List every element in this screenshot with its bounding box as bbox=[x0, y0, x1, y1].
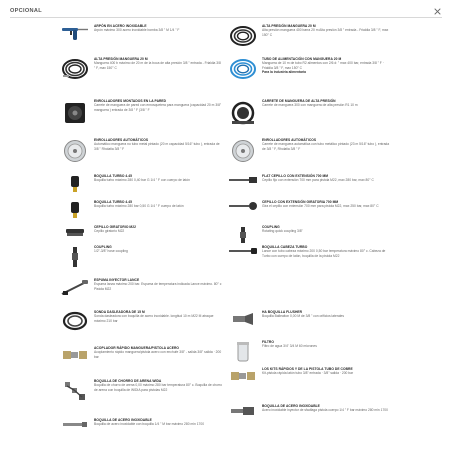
item-description: Boquilla turbo máximo 280 0,40 bar G 1/4 " F con cuerpo de latón bbox=[94, 178, 190, 183]
section-header bbox=[10, 5, 442, 18]
list-item[interactable] bbox=[60, 225, 225, 238]
list-item[interactable] bbox=[228, 57, 393, 80]
list-item[interactable] bbox=[228, 245, 393, 258]
list-item[interactable] bbox=[60, 57, 225, 80]
item-title: CEPILLO GIRATORIO M22 bbox=[94, 225, 136, 229]
item-description: Lance con tubo cabeza máximo 200 0,50 bar temperatura máximo 80° c. Cabeza de Turbo con cuerpo de latón, boquilla de la pistola M22 bbox=[262, 249, 386, 258]
item-title: FILTRO bbox=[262, 340, 274, 344]
list-item[interactable] bbox=[60, 278, 225, 297]
item-description: Boquilla de chorro de arena 0,00 máximo 280 bar temperatura 80° c. Boquilla de chorro de arena con boquilla de WIDIA para pistolas M22 bbox=[94, 383, 222, 392]
item-title: BOQUILLA DE ACERO INOXIDABLE bbox=[94, 418, 152, 422]
turbo-nozzle-icon bbox=[60, 200, 90, 219]
close-icon bbox=[434, 8, 441, 15]
item-description: Acero inoxidable inyector de sfadfaga pistola cuerpo 1/4 " F bar máximo 280 min 1700 bbox=[262, 408, 388, 413]
item-description: Cepillo fijo con extensión 700 mm para pistola M22, max 280 bar, max 80° C bbox=[262, 178, 374, 183]
list-item[interactable] bbox=[60, 379, 225, 402]
item-description: Sonda dasleadora con boquilla de acero inoxidable. longitud 10 m M22 M atraque máximo 210 bar bbox=[94, 314, 214, 323]
flusher-nozzle-icon bbox=[228, 310, 258, 327]
wall-hose-reel-icon bbox=[60, 99, 90, 126]
hose-icon bbox=[60, 57, 90, 80]
list-item[interactable] bbox=[60, 310, 225, 331]
food-hose-icon bbox=[228, 57, 258, 80]
item-description: Boquilla turbo máximo 280 bar 0,50 G 1/4 " F cuerpo de latón bbox=[94, 204, 184, 209]
product-grid bbox=[60, 24, 400, 444]
list-item[interactable] bbox=[228, 404, 393, 417]
item-title: ACOPLADOR RÁPIDO MANGUERA/PISTOLA ACERO bbox=[94, 346, 179, 350]
item-title: BOQUILLA TURBO 4.45 bbox=[94, 200, 133, 204]
item-title: CARRETE DE MANGUERA DE ALTA PRESIÓN bbox=[262, 99, 336, 103]
foam-lance-icon bbox=[60, 278, 90, 297]
injector-nozzle-icon bbox=[228, 404, 258, 417]
flat-brush-icon bbox=[228, 174, 258, 185]
item-title: ENROLLADORES AUTOMÁTICOS bbox=[262, 138, 317, 142]
item-description: 1/2"-3/8" hose coupling bbox=[94, 249, 128, 254]
item-description: Gira el cepillo con extensión 700 mm para pistola M22, max 250 bar, max 80° C bbox=[262, 204, 379, 209]
item-description: Boquilla Balleaiton 0,00 M de 3/8 " con orificios laterales bbox=[262, 314, 344, 319]
section-title: OPCIONAL bbox=[10, 8, 42, 14]
item-title: SONDA DASLEADORA DE 15 M bbox=[94, 310, 145, 314]
item-description: Espuma lanza máximo 200 bar. Espuma de temperatura indicada Lance máximo. 80° c Pistola M22 bbox=[94, 282, 222, 291]
item-title: BOQUILLA DE ACERO INOXIDABLE bbox=[262, 404, 320, 408]
list-item[interactable] bbox=[60, 138, 225, 163]
list-item[interactable] bbox=[228, 138, 393, 163]
item-description: Carrete de manguera de pared con enrosquetera para manguera (capacidad 20 m 3/8" manguera ) entrada de 3/8 " F (3/8 " F bbox=[94, 103, 222, 112]
item-description: Cepillo giratorio M22 bbox=[94, 229, 125, 234]
list-item[interactable] bbox=[228, 99, 393, 126]
list-item[interactable] bbox=[60, 24, 225, 41]
filter-icon bbox=[228, 340, 258, 363]
item-title: ARPÓN EN ACERO INOXIDABLE bbox=[94, 24, 147, 28]
rotating-brush-icon bbox=[60, 225, 90, 238]
item-description: Acoplamiento rápido manguera/pistola acero con enchufe 3/8" - salida 3/8" salida · 200 bar bbox=[94, 350, 222, 359]
item-title: ALTA PRESIÓN MANGUERA 20 M bbox=[94, 57, 148, 61]
close-button[interactable] bbox=[433, 7, 442, 16]
item-title: BOQUILLA DE CHORRO DE ARENA WIDA bbox=[94, 379, 162, 383]
hose-reel-icon bbox=[228, 99, 258, 126]
turbo-lance-icon bbox=[228, 245, 258, 258]
item-title: BOQUILLA TURBO 4.45 bbox=[94, 174, 133, 178]
item-description: Manguera de 10 m de tubo R2 alimentos con 2/6 d: " max 400 bar, entrada 3/8 " F · Frialdia 3/8 " F, max 150° C bbox=[262, 61, 384, 70]
list-item[interactable] bbox=[60, 346, 225, 363]
steel-nozzle-icon bbox=[60, 418, 90, 431]
item-title: TUBO DE ALIMENTACIÓN CON MANGUERA 20 M bbox=[262, 57, 342, 61]
item-title: COUPLING bbox=[94, 245, 112, 249]
coupling-icon bbox=[228, 225, 258, 244]
item-title: LOS KITS RÁPIDOS Y DE LA PISTOLA TUBO DE COBRE bbox=[262, 367, 353, 371]
item-description: Manguera 400 b máximo de 20 m de la boca de alta presión 3/8 " entrada - Frialdia 3/8 " F, max 150° C bbox=[94, 61, 221, 70]
list-item[interactable] bbox=[228, 367, 393, 384]
quick-coupler-icon bbox=[60, 346, 90, 363]
sandblast-nozzle-icon bbox=[60, 379, 90, 402]
list-item[interactable] bbox=[60, 245, 225, 268]
quick-coupler-icon bbox=[228, 367, 258, 384]
item-description: Boquilla de acero inoxidable con boquilla 1/4 " M bar máximo 280 min 1700 bbox=[94, 422, 205, 427]
item-note: Para la industria alimentaria bbox=[262, 70, 306, 74]
item-description: Automático manguera no tubo metal pintado (20 m capacidad 5/16" tubo ), entrada de 3/8 " Rholatia 3/8 " F bbox=[94, 142, 220, 151]
item-description: Carrete de manguera 300 con manguera de alta presión R1 10 m bbox=[262, 103, 358, 108]
item-title: CEPILLO CON EXTENSIÓN GIRATORIA 700 MM bbox=[262, 200, 339, 204]
list-item[interactable] bbox=[60, 174, 225, 193]
list-item[interactable] bbox=[228, 24, 393, 47]
item-title: ENROLLADORES MONTADOS EN LA PARED bbox=[94, 99, 167, 103]
item-description: Arpón máximo 300 acero inoxidable bomba 3/8 " M 1/4 " F bbox=[94, 28, 180, 33]
item-description: Kit-pistola rápida latón tubo 3/8" entrada · 3/8" salida · 200 bar bbox=[262, 371, 354, 376]
list-item[interactable] bbox=[228, 310, 393, 327]
item-title: FLAT CEPILLO CON EXTENSIÓN 700 MM bbox=[262, 174, 329, 178]
item-title: ESPUMA INYECTOR LANCE bbox=[94, 278, 140, 282]
spray-gun-icon bbox=[60, 24, 90, 41]
item-title: ALTA PRESIÓN MANGUERA 20 M bbox=[262, 24, 316, 28]
drain-probe-icon bbox=[60, 310, 90, 331]
item-title: COUPLING bbox=[262, 225, 280, 229]
list-item[interactable] bbox=[228, 200, 393, 211]
list-item[interactable] bbox=[60, 200, 225, 219]
coupling-icon bbox=[60, 245, 90, 268]
item-title: HA BOQUILLA FLUSHER bbox=[262, 310, 303, 314]
turbo-nozzle-icon bbox=[60, 174, 90, 193]
list-item[interactable] bbox=[228, 340, 393, 363]
list-item[interactable] bbox=[228, 225, 393, 244]
item-description: Filtro de agua 3/4" 3/4 M 60 micrones bbox=[262, 344, 317, 349]
hose-icon bbox=[228, 24, 258, 47]
list-item[interactable] bbox=[228, 174, 393, 185]
rotating-brush-icon bbox=[228, 200, 258, 211]
item-description: Rotating quick coupling 3/8" bbox=[262, 229, 303, 234]
list-item[interactable] bbox=[60, 99, 225, 126]
item-description: Carrete de manguera automática con tubo metálico pintado (23 m 5/16" tubo ), entrada de 3/8 " F, Rholatia 3/8 " F bbox=[262, 142, 390, 151]
list-item[interactable] bbox=[60, 418, 225, 431]
auto-hose-reel-icon bbox=[228, 138, 258, 163]
auto-hose-reel-icon bbox=[60, 138, 90, 163]
item-title: BOQUILLA CABEZA TURBO bbox=[262, 245, 308, 249]
item-description: Alta presión manguera 400 barra 20 m Alta presión 3/8 " entrada - Frialdia 3/8 " F, max 150° C bbox=[262, 28, 389, 37]
item-title: ENROLLADORES AUTOMÁTICOS bbox=[94, 138, 149, 142]
